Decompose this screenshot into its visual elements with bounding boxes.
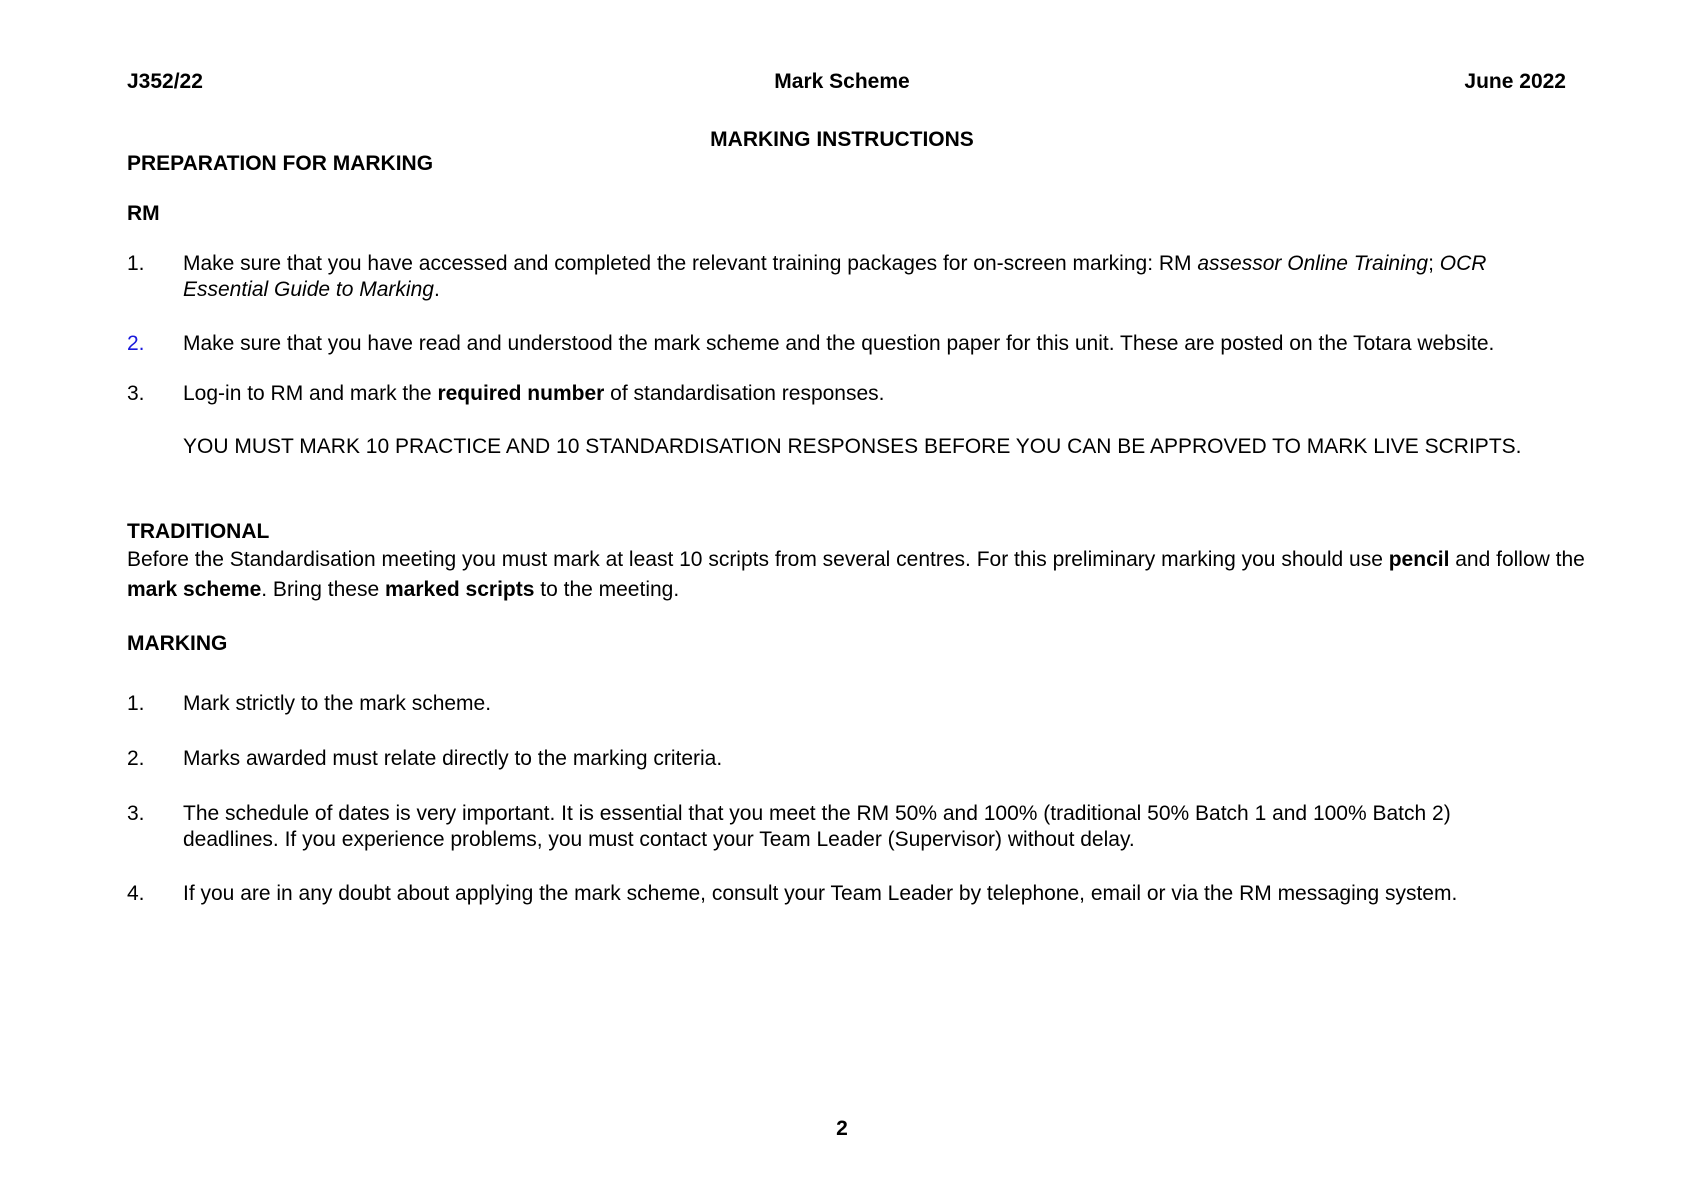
marking-item-text: If you are in any doubt about applying the mark scheme, consult your Team Leader by telephone, email or via the RM messaging system.	[183, 882, 1458, 905]
traditional-bold-mark-scheme: mark scheme	[127, 578, 262, 601]
rm-item-3-bold: required number	[437, 382, 605, 405]
traditional-text-d: to the meeting.	[534, 578, 680, 601]
rm-item-1-italic-guide: OCR Essential Guide to Marking	[183, 252, 1487, 301]
rm-heading: RM	[127, 202, 160, 225]
traditional-text-b: and follow the	[1449, 548, 1585, 571]
marking-item-text: Marks awarded must relate directly to the marking criteria.	[183, 747, 723, 770]
marking-item-text: Mark strictly to the mark scheme.	[183, 692, 492, 715]
rm-item-text	[183, 381, 1573, 407]
rm-notice: YOU MUST MARK 10 PRACTICE AND 10 STANDARDISATION RESPONSES BEFORE YOU CAN BE APPROVED TO MARK LIVE SCRIPTS.	[183, 435, 1522, 458]
marking-item-number: 3.	[127, 802, 145, 825]
exam-date: June 2022	[1464, 70, 1566, 93]
rm-item-number: 1.	[127, 252, 145, 275]
marking-item-number: 1.	[127, 692, 145, 715]
traditional-text-a: Before the Standardisation meeting you must mark at least 10 scripts from several centres. For this preliminary marking you should use	[127, 548, 1389, 571]
rm-item-number-link[interactable]: 2.	[127, 332, 145, 355]
traditional-heading: TRADITIONAL	[127, 520, 270, 543]
page-number: 2	[836, 1117, 848, 1140]
rm-item-text	[183, 251, 1573, 303]
rm-item-1-italic-training: assessor Online Training	[1197, 252, 1429, 275]
rm-item-1-text-a: Make sure that you have accessed and completed the relevant training packages for on-screen marking: RM	[183, 252, 1198, 275]
marking-item-number: 2.	[127, 747, 145, 770]
section-title: MARKING INSTRUCTIONS	[710, 128, 974, 151]
rm-item-3-text-a: Log-in to RM and mark the	[183, 382, 438, 405]
rm-item-1-text-c: .	[433, 278, 440, 301]
traditional-paragraph	[127, 545, 1587, 605]
traditional-bold-pencil: pencil	[1388, 548, 1450, 571]
preparation-heading: PREPARATION FOR MARKING	[127, 152, 434, 175]
marking-item-number: 4.	[127, 882, 145, 905]
traditional-bold-marked-scripts: marked scripts	[385, 578, 535, 601]
traditional-text-c: . Bring these	[261, 578, 385, 601]
marking-heading: MARKING	[127, 632, 228, 655]
document-title: Mark Scheme	[774, 70, 910, 93]
rm-item-text: Make sure that you have read and understood the mark scheme and the question paper for this unit. These are posted on the Totara website.	[183, 332, 1495, 355]
rm-item-3-text-b: of standardisation responses.	[604, 382, 885, 405]
rm-item-1-text-b: ;	[1428, 252, 1440, 275]
paper-code: J352/22	[127, 70, 203, 93]
marking-item-text: The schedule of dates is very important. It is essential that you meet the RM 50% and 100% (traditional 50% Batch 1 and 100% Batch 2) deadlines. If you experience problems, you must contact your Team Leader (Supervisor) without delay.	[183, 802, 1451, 851]
rm-item-number: 3.	[127, 382, 145, 405]
